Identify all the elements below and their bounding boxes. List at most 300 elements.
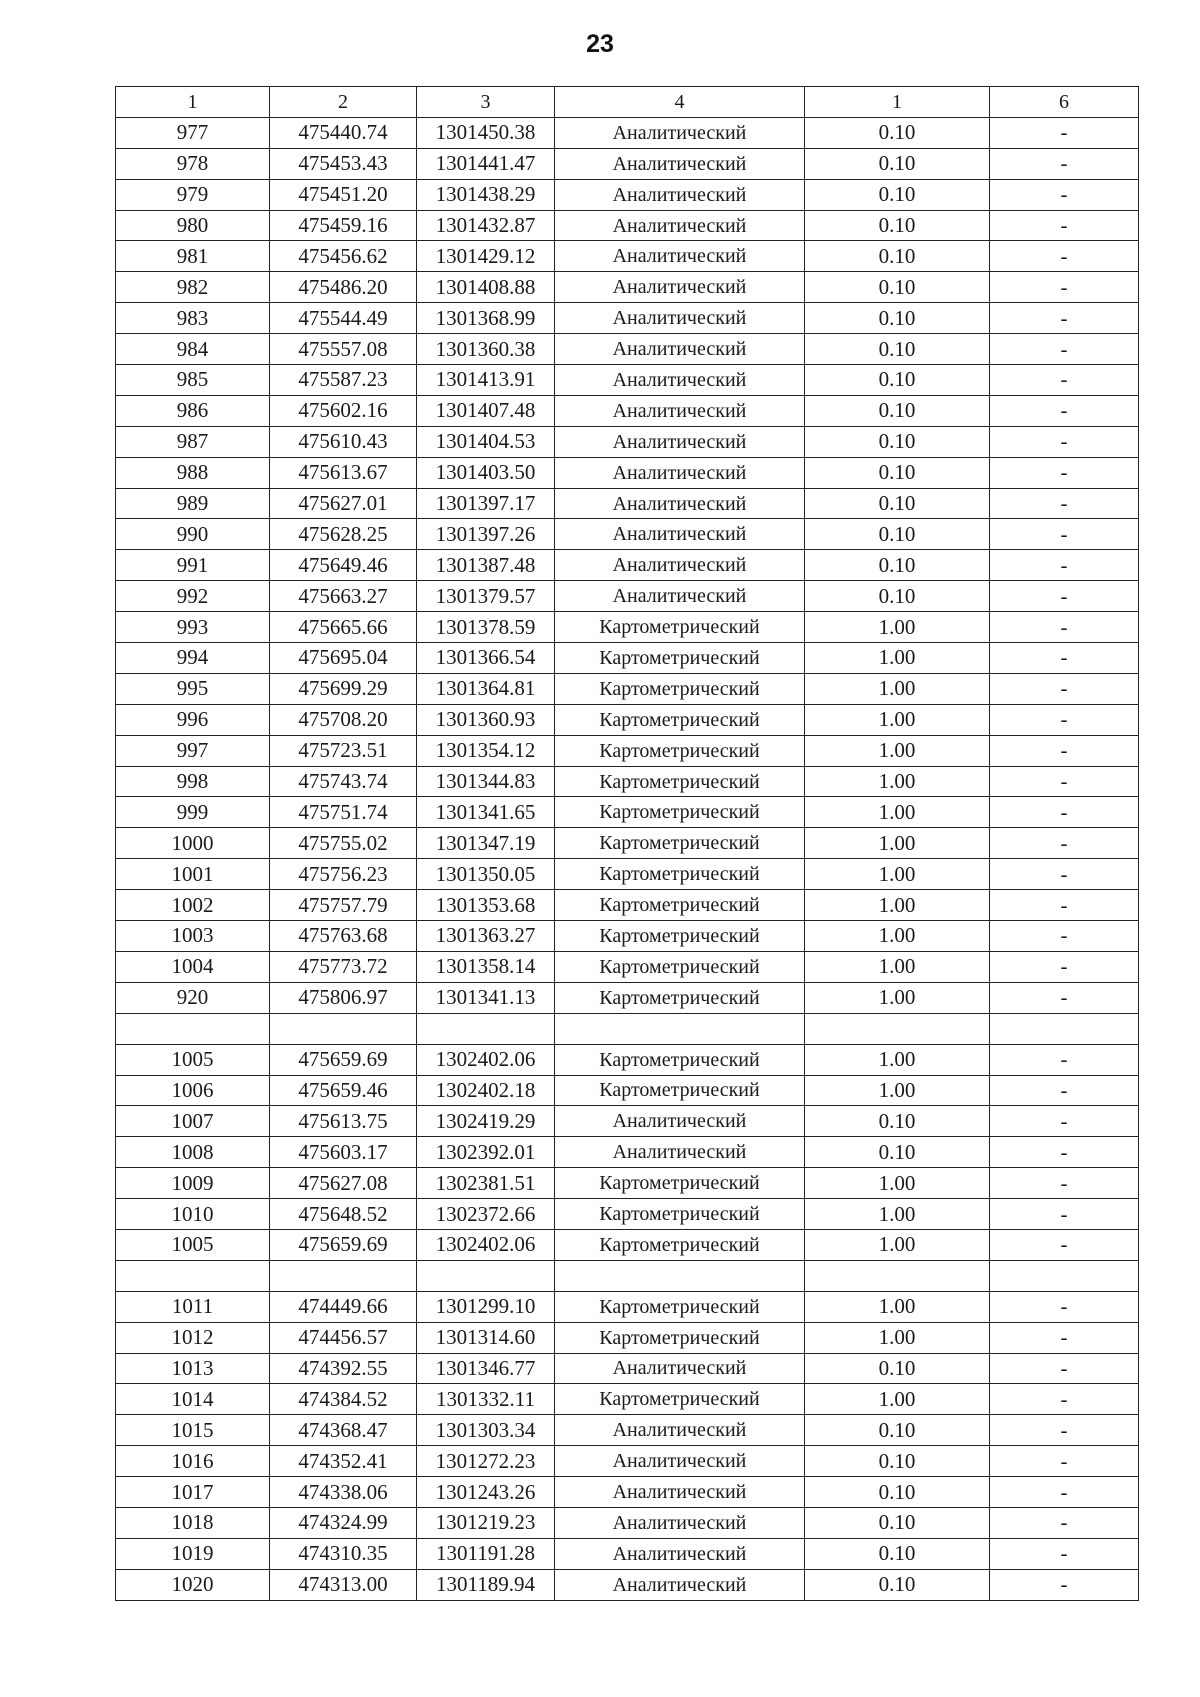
table-row [116, 210, 1139, 241]
method-cell: Картометрический [555, 951, 805, 982]
table-row [116, 272, 1139, 303]
x-coordinate-cell: 475451.20 [270, 179, 417, 210]
table-row [116, 550, 1139, 581]
y-coordinate-cell [417, 1013, 555, 1044]
point-number-cell: 985 [116, 365, 270, 396]
point-number-cell: 1002 [116, 890, 270, 921]
method-cell: Аналитический [555, 241, 805, 272]
table-row [116, 890, 1139, 921]
method-cell: Аналитический [555, 272, 805, 303]
y-coordinate-cell: 1302402.06 [417, 1229, 555, 1260]
accuracy-cell: 1.00 [805, 1322, 990, 1353]
method-cell [555, 1013, 805, 1044]
point-number-cell: 1020 [116, 1569, 270, 1600]
y-coordinate-cell: 1302381.51 [417, 1168, 555, 1199]
method-cell: Картометрический [555, 1199, 805, 1230]
table-row [116, 1291, 1139, 1322]
table-row [116, 148, 1139, 179]
note-cell: - [990, 457, 1139, 488]
x-coordinate-cell: 474352.41 [270, 1446, 417, 1477]
accuracy-cell: 0.10 [805, 272, 990, 303]
note-cell: - [990, 1075, 1139, 1106]
table-row [116, 1538, 1139, 1569]
point-number-cell: 1004 [116, 951, 270, 982]
y-coordinate-cell: 1301303.34 [417, 1415, 555, 1446]
x-coordinate-cell: 474449.66 [270, 1291, 417, 1322]
point-number-cell: 920 [116, 982, 270, 1013]
note-cell: - [990, 890, 1139, 921]
y-coordinate-cell: 1301397.26 [417, 519, 555, 550]
x-coordinate-cell: 474456.57 [270, 1322, 417, 1353]
note-cell: - [990, 365, 1139, 396]
method-cell: Картометрический [555, 1384, 805, 1415]
accuracy-cell: 0.10 [805, 1446, 990, 1477]
accuracy-cell: 0.10 [805, 1353, 990, 1384]
table-row [116, 1322, 1139, 1353]
note-cell: - [990, 704, 1139, 735]
accuracy-cell: 1.00 [805, 1384, 990, 1415]
point-number-cell: 994 [116, 643, 270, 674]
y-coordinate-cell: 1301341.65 [417, 797, 555, 828]
x-coordinate-cell: 475665.66 [270, 612, 417, 643]
method-cell: Картометрический [555, 612, 805, 643]
x-coordinate-cell: 475773.72 [270, 951, 417, 982]
method-cell: Картометрический [555, 1168, 805, 1199]
x-coordinate-cell: 475602.16 [270, 395, 417, 426]
table-row [116, 1137, 1139, 1168]
accuracy-cell: 0.10 [805, 365, 990, 396]
table-row [116, 1168, 1139, 1199]
method-cell: Аналитический [555, 334, 805, 365]
note-cell: - [990, 272, 1139, 303]
table-row [116, 241, 1139, 272]
x-coordinate-cell: 475610.43 [270, 426, 417, 457]
method-cell: Картометрический [555, 766, 805, 797]
point-number-cell: 1005 [116, 1229, 270, 1260]
point-number-cell: 1011 [116, 1291, 270, 1322]
accuracy-cell [805, 1013, 990, 1044]
accuracy-cell: 0.10 [805, 241, 990, 272]
point-number-cell: 983 [116, 303, 270, 334]
method-cell: Картометрический [555, 797, 805, 828]
method-cell: Аналитический [555, 365, 805, 396]
table-row [116, 921, 1139, 952]
point-number-cell: 980 [116, 210, 270, 241]
x-coordinate-cell: 474313.00 [270, 1569, 417, 1600]
method-cell: Аналитический [555, 1477, 805, 1508]
note-cell [990, 1013, 1139, 1044]
x-coordinate-cell: 475456.62 [270, 241, 417, 272]
coordinates-table [115, 86, 1139, 1601]
x-coordinate-cell: 475613.67 [270, 457, 417, 488]
table-row [116, 1260, 1139, 1291]
point-number-cell: 1003 [116, 921, 270, 952]
method-cell: Аналитический [555, 179, 805, 210]
x-coordinate-cell: 474338.06 [270, 1477, 417, 1508]
table-row [116, 117, 1139, 148]
point-number-cell: 986 [116, 395, 270, 426]
note-cell: - [990, 1446, 1139, 1477]
y-coordinate-cell: 1301364.81 [417, 673, 555, 704]
accuracy-cell: 1.00 [805, 1199, 990, 1230]
method-cell: Аналитический [555, 1415, 805, 1446]
note-cell: - [990, 1044, 1139, 1075]
accuracy-cell: 0.10 [805, 426, 990, 457]
accuracy-cell: 0.10 [805, 334, 990, 365]
method-cell: Картометрический [555, 1044, 805, 1075]
column-header: 4 [555, 87, 805, 118]
note-cell: - [990, 643, 1139, 674]
point-number-cell: 998 [116, 766, 270, 797]
y-coordinate-cell: 1301344.83 [417, 766, 555, 797]
note-cell: - [990, 1322, 1139, 1353]
table-row [116, 859, 1139, 890]
x-coordinate-cell: 475751.74 [270, 797, 417, 828]
method-cell: Аналитический [555, 303, 805, 334]
method-cell [555, 1260, 805, 1291]
note-cell: - [990, 735, 1139, 766]
point-number-cell [116, 1260, 270, 1291]
x-coordinate-cell: 475663.27 [270, 581, 417, 612]
method-cell: Картометрический [555, 890, 805, 921]
method-cell: Аналитический [555, 1106, 805, 1137]
accuracy-cell: 1.00 [805, 828, 990, 859]
table-row [116, 1446, 1139, 1477]
accuracy-cell: 0.10 [805, 488, 990, 519]
point-number-cell: 978 [116, 148, 270, 179]
y-coordinate-cell: 1302372.66 [417, 1199, 555, 1230]
y-coordinate-cell: 1301299.10 [417, 1291, 555, 1322]
y-coordinate-cell: 1301407.48 [417, 395, 555, 426]
y-coordinate-cell: 1301360.38 [417, 334, 555, 365]
method-cell: Аналитический [555, 1137, 805, 1168]
accuracy-cell: 1.00 [805, 1291, 990, 1322]
x-coordinate-cell: 475648.52 [270, 1199, 417, 1230]
note-cell: - [990, 1507, 1139, 1538]
point-number-cell: 982 [116, 272, 270, 303]
point-number-cell: 1005 [116, 1044, 270, 1075]
point-number-cell: 993 [116, 612, 270, 643]
table-row [116, 1569, 1139, 1600]
point-number-cell: 1017 [116, 1477, 270, 1508]
x-coordinate-cell: 475544.49 [270, 303, 417, 334]
y-coordinate-cell: 1301429.12 [417, 241, 555, 272]
table-row [116, 797, 1139, 828]
note-cell: - [990, 581, 1139, 612]
accuracy-cell [805, 1260, 990, 1291]
point-number-cell: 1016 [116, 1446, 270, 1477]
table-row [116, 673, 1139, 704]
accuracy-cell: 1.00 [805, 1075, 990, 1106]
point-number-cell: 1009 [116, 1168, 270, 1199]
note-cell: - [990, 921, 1139, 952]
method-cell: Аналитический [555, 1446, 805, 1477]
note-cell: - [990, 550, 1139, 581]
x-coordinate-cell: 475695.04 [270, 643, 417, 674]
x-coordinate-cell: 474384.52 [270, 1384, 417, 1415]
table-row [116, 1229, 1139, 1260]
accuracy-cell: 1.00 [805, 797, 990, 828]
note-cell: - [990, 1137, 1139, 1168]
y-coordinate-cell: 1301432.87 [417, 210, 555, 241]
note-cell: - [990, 859, 1139, 890]
table-row [116, 179, 1139, 210]
point-number-cell: 997 [116, 735, 270, 766]
method-cell: Картометрический [555, 1291, 805, 1322]
table-row [116, 704, 1139, 735]
note-cell: - [990, 982, 1139, 1013]
point-number-cell: 977 [116, 117, 270, 148]
accuracy-cell: 1.00 [805, 704, 990, 735]
y-coordinate-cell: 1301360.93 [417, 704, 555, 735]
x-coordinate-cell: 475755.02 [270, 828, 417, 859]
accuracy-cell: 0.10 [805, 519, 990, 550]
note-cell: - [990, 1538, 1139, 1569]
method-cell: Аналитический [555, 148, 805, 179]
column-header: 1 [116, 87, 270, 118]
note-cell: - [990, 1199, 1139, 1230]
y-coordinate-cell: 1301403.50 [417, 457, 555, 488]
accuracy-cell: 1.00 [805, 1168, 990, 1199]
x-coordinate-cell: 474310.35 [270, 1538, 417, 1569]
point-number-cell: 1015 [116, 1415, 270, 1446]
table-header-row [116, 87, 1139, 118]
point-number-cell: 990 [116, 519, 270, 550]
x-coordinate-cell: 475659.69 [270, 1044, 417, 1075]
x-coordinate-cell: 475723.51 [270, 735, 417, 766]
x-coordinate-cell: 475557.08 [270, 334, 417, 365]
point-number-cell: 1001 [116, 859, 270, 890]
accuracy-cell: 1.00 [805, 1044, 990, 1075]
x-coordinate-cell: 475649.46 [270, 550, 417, 581]
table-row [116, 519, 1139, 550]
y-coordinate-cell: 1301379.57 [417, 581, 555, 612]
table-row [116, 1075, 1139, 1106]
x-coordinate-cell: 475453.43 [270, 148, 417, 179]
point-number-cell: 987 [116, 426, 270, 457]
accuracy-cell: 0.10 [805, 1415, 990, 1446]
accuracy-cell: 0.10 [805, 210, 990, 241]
x-coordinate-cell: 475659.46 [270, 1075, 417, 1106]
note-cell: - [990, 519, 1139, 550]
y-coordinate-cell: 1301332.11 [417, 1384, 555, 1415]
y-coordinate-cell: 1301450.38 [417, 117, 555, 148]
x-coordinate-cell: 475806.97 [270, 982, 417, 1013]
point-number-cell: 1014 [116, 1384, 270, 1415]
x-coordinate-cell: 475743.74 [270, 766, 417, 797]
accuracy-cell: 0.10 [805, 1507, 990, 1538]
y-coordinate-cell: 1301413.91 [417, 365, 555, 396]
y-coordinate-cell: 1301219.23 [417, 1507, 555, 1538]
method-cell: Картометрический [555, 735, 805, 766]
y-coordinate-cell: 1301358.14 [417, 951, 555, 982]
table-row [116, 1013, 1139, 1044]
y-coordinate-cell: 1301387.48 [417, 550, 555, 581]
note-cell: - [990, 210, 1139, 241]
y-coordinate-cell: 1302402.18 [417, 1075, 555, 1106]
note-cell: - [990, 179, 1139, 210]
x-coordinate-cell: 474324.99 [270, 1507, 417, 1538]
method-cell: Аналитический [555, 550, 805, 581]
y-coordinate-cell: 1301368.99 [417, 303, 555, 334]
column-header: 2 [270, 87, 417, 118]
point-number-cell: 1018 [116, 1507, 270, 1538]
y-coordinate-cell: 1301363.27 [417, 921, 555, 952]
y-coordinate-cell: 1302392.01 [417, 1137, 555, 1168]
table-row [116, 643, 1139, 674]
table-row [116, 365, 1139, 396]
x-coordinate-cell [270, 1260, 417, 1291]
table-row [116, 828, 1139, 859]
table-row [116, 1353, 1139, 1384]
note-cell: - [990, 828, 1139, 859]
y-coordinate-cell: 1301441.47 [417, 148, 555, 179]
note-cell: - [990, 1569, 1139, 1600]
point-number-cell: 989 [116, 488, 270, 519]
note-cell: - [990, 1415, 1139, 1446]
table-row [116, 457, 1139, 488]
accuracy-cell: 0.10 [805, 148, 990, 179]
note-cell: - [990, 673, 1139, 704]
x-coordinate-cell [270, 1013, 417, 1044]
accuracy-cell: 0.10 [805, 303, 990, 334]
method-cell: Аналитический [555, 1569, 805, 1600]
note-cell: - [990, 1291, 1139, 1322]
accuracy-cell: 0.10 [805, 1538, 990, 1569]
note-cell: - [990, 797, 1139, 828]
accuracy-cell: 0.10 [805, 117, 990, 148]
note-cell: - [990, 117, 1139, 148]
method-cell: Аналитический [555, 1507, 805, 1538]
method-cell: Аналитический [555, 426, 805, 457]
accuracy-cell: 1.00 [805, 951, 990, 982]
method-cell: Картометрический [555, 704, 805, 735]
table-row [116, 1106, 1139, 1137]
note-cell: - [990, 334, 1139, 365]
x-coordinate-cell: 475627.01 [270, 488, 417, 519]
point-number-cell: 981 [116, 241, 270, 272]
note-cell: - [990, 766, 1139, 797]
point-number-cell [116, 1013, 270, 1044]
x-coordinate-cell: 475613.75 [270, 1106, 417, 1137]
method-cell: Картометрический [555, 673, 805, 704]
y-coordinate-cell: 1301189.94 [417, 1569, 555, 1600]
x-coordinate-cell: 475486.20 [270, 272, 417, 303]
y-coordinate-cell: 1301404.53 [417, 426, 555, 457]
x-coordinate-cell: 475587.23 [270, 365, 417, 396]
method-cell: Аналитический [555, 1353, 805, 1384]
y-coordinate-cell: 1302402.06 [417, 1044, 555, 1075]
table-row [116, 612, 1139, 643]
table-row [116, 1199, 1139, 1230]
method-cell: Картометрический [555, 1075, 805, 1106]
accuracy-cell: 1.00 [805, 859, 990, 890]
accuracy-cell: 0.10 [805, 550, 990, 581]
y-coordinate-cell: 1301272.23 [417, 1446, 555, 1477]
point-number-cell: 984 [116, 334, 270, 365]
point-number-cell: 991 [116, 550, 270, 581]
accuracy-cell: 0.10 [805, 1137, 990, 1168]
table-row [116, 488, 1139, 519]
point-number-cell: 1006 [116, 1075, 270, 1106]
accuracy-cell: 0.10 [805, 395, 990, 426]
method-cell: Картометрический [555, 1322, 805, 1353]
method-cell: Картометрический [555, 643, 805, 674]
x-coordinate-cell: 475459.16 [270, 210, 417, 241]
note-cell: - [990, 1477, 1139, 1508]
y-coordinate-cell: 1301346.77 [417, 1353, 555, 1384]
y-coordinate-cell: 1301350.05 [417, 859, 555, 890]
y-coordinate-cell: 1301243.26 [417, 1477, 555, 1508]
method-cell: Картометрический [555, 1229, 805, 1260]
accuracy-cell: 0.10 [805, 1106, 990, 1137]
page-number: 23 [586, 30, 614, 58]
y-coordinate-cell: 1301354.12 [417, 735, 555, 766]
method-cell: Картометрический [555, 982, 805, 1013]
column-header: 3 [417, 87, 555, 118]
method-cell: Аналитический [555, 210, 805, 241]
table-body [116, 87, 1139, 1601]
table-row [116, 766, 1139, 797]
accuracy-cell: 0.10 [805, 1569, 990, 1600]
y-coordinate-cell: 1301438.29 [417, 179, 555, 210]
point-number-cell: 1008 [116, 1137, 270, 1168]
y-coordinate-cell: 1301378.59 [417, 612, 555, 643]
table-row [116, 982, 1139, 1013]
point-number-cell: 1000 [116, 828, 270, 859]
point-number-cell: 995 [116, 673, 270, 704]
method-cell: Аналитический [555, 117, 805, 148]
y-coordinate-cell: 1301191.28 [417, 1538, 555, 1569]
table-row [116, 581, 1139, 612]
x-coordinate-cell: 475763.68 [270, 921, 417, 952]
x-coordinate-cell: 475756.23 [270, 859, 417, 890]
accuracy-cell: 0.10 [805, 581, 990, 612]
y-coordinate-cell: 1301341.13 [417, 982, 555, 1013]
note-cell: - [990, 303, 1139, 334]
table-row [116, 303, 1139, 334]
point-number-cell: 992 [116, 581, 270, 612]
note-cell: - [990, 426, 1139, 457]
note-cell [990, 1260, 1139, 1291]
y-coordinate-cell [417, 1260, 555, 1291]
point-number-cell: 988 [116, 457, 270, 488]
table-row [116, 395, 1139, 426]
point-number-cell: 1019 [116, 1538, 270, 1569]
accuracy-cell: 1.00 [805, 766, 990, 797]
x-coordinate-cell: 475627.08 [270, 1168, 417, 1199]
method-cell: Картометрический [555, 921, 805, 952]
x-coordinate-cell: 475440.74 [270, 117, 417, 148]
table-row [116, 1477, 1139, 1508]
point-number-cell: 1010 [116, 1199, 270, 1230]
table-row [116, 1507, 1139, 1538]
accuracy-cell: 1.00 [805, 982, 990, 1013]
y-coordinate-cell: 1302419.29 [417, 1106, 555, 1137]
table-row [116, 426, 1139, 457]
table-row [116, 1384, 1139, 1415]
accuracy-cell: 1.00 [805, 921, 990, 952]
method-cell: Аналитический [555, 519, 805, 550]
accuracy-cell: 0.10 [805, 457, 990, 488]
method-cell: Аналитический [555, 395, 805, 426]
method-cell: Аналитический [555, 488, 805, 519]
y-coordinate-cell: 1301314.60 [417, 1322, 555, 1353]
note-cell: - [990, 951, 1139, 982]
point-number-cell: 996 [116, 704, 270, 735]
note-cell: - [990, 1353, 1139, 1384]
y-coordinate-cell: 1301347.19 [417, 828, 555, 859]
